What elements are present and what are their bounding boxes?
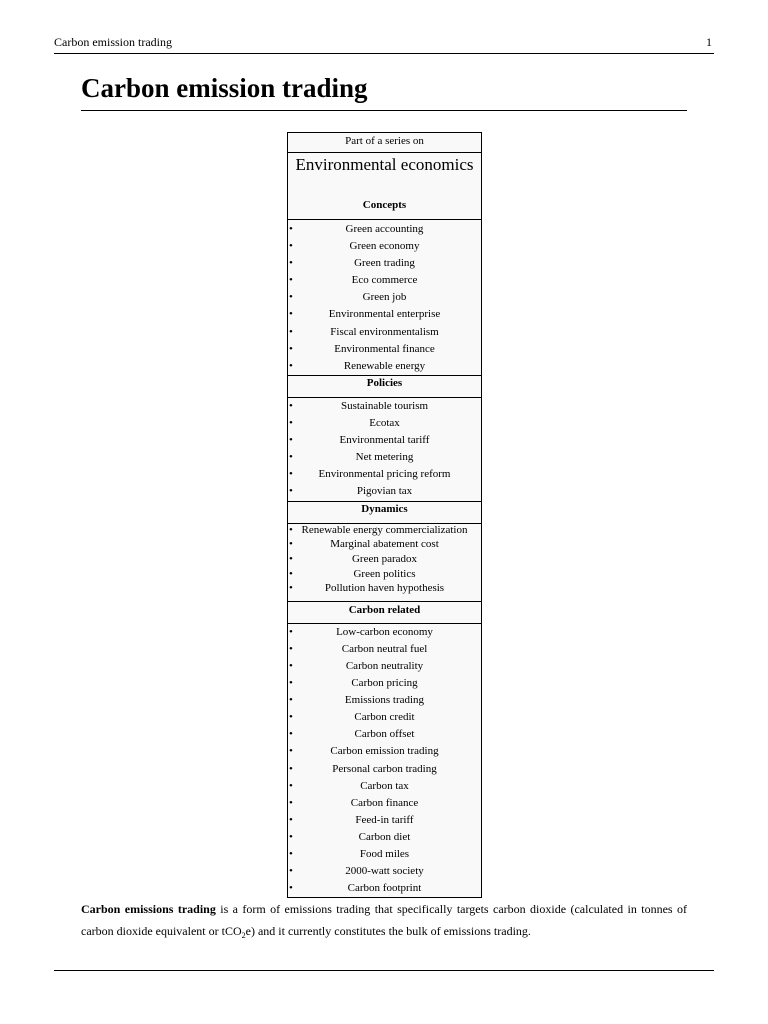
list-item-label[interactable]: Carbon pricing <box>351 677 418 690</box>
list-item[interactable] <box>288 306 481 323</box>
list-item-label[interactable]: Food miles <box>359 848 410 861</box>
list-item[interactable] <box>288 829 481 846</box>
bullet-icon: • <box>289 728 293 741</box>
list-item[interactable] <box>288 641 481 658</box>
bullet-icon: • <box>289 274 293 287</box>
bullet-icon: • <box>289 325 293 338</box>
list-item-label[interactable]: Renewable energy commercialization <box>301 523 468 536</box>
infobox-section-carbon-related <box>288 601 481 898</box>
bullet-icon: • <box>289 813 293 826</box>
list-item[interactable] <box>288 743 481 760</box>
list-item-label[interactable]: Environmental tariff <box>339 433 430 446</box>
section-list <box>288 398 481 501</box>
bullet-icon: • <box>289 416 293 429</box>
bullet-icon: • <box>289 882 293 895</box>
bullet-icon: • <box>289 467 293 480</box>
section-list <box>288 524 481 601</box>
bullet-icon: • <box>289 553 293 566</box>
bullet-icon: • <box>289 830 293 843</box>
list-item-label[interactable]: Carbon neutrality <box>345 660 424 672</box>
list-item-label[interactable]: Carbon diet <box>358 830 411 843</box>
list-item[interactable] <box>288 795 481 812</box>
list-item-label[interactable]: Green economy <box>349 240 420 253</box>
list-item[interactable] <box>288 324 481 341</box>
bullet-icon: • <box>289 779 293 792</box>
section-list <box>288 220 481 375</box>
list-item[interactable] <box>288 692 481 709</box>
title-divider <box>81 110 687 111</box>
bullet-icon: • <box>289 677 293 690</box>
section-heading: Concepts <box>288 197 481 220</box>
infobox-section-dynamics <box>288 501 481 601</box>
section-heading: Dynamics <box>288 501 481 524</box>
list-item[interactable] <box>288 778 481 795</box>
lead-subscript: 2 <box>241 931 246 940</box>
list-item-label[interactable]: Emissions trading <box>344 694 425 707</box>
list-item-label[interactable]: Feed-in tariff <box>355 813 414 826</box>
list-item[interactable] <box>288 880 481 897</box>
running-header <box>54 36 714 54</box>
list-item[interactable] <box>288 675 481 692</box>
bullet-icon: • <box>289 523 293 536</box>
list-item-label[interactable]: Environmental finance <box>334 342 435 355</box>
bullet-icon: • <box>289 848 293 861</box>
list-item[interactable] <box>288 538 481 553</box>
list-item-label[interactable]: Green accounting <box>345 223 424 235</box>
bullet-icon: • <box>289 567 293 580</box>
bullet-icon: • <box>289 257 293 270</box>
bullet-icon: • <box>289 399 293 412</box>
list-item-label[interactable]: Carbon emission trading <box>330 745 439 758</box>
list-item[interactable] <box>288 238 481 255</box>
list-item[interactable] <box>288 568 481 583</box>
list-item-label[interactable]: Pigovian tax <box>356 484 413 497</box>
lead-text-part1: is a form of emissions trading that specifically targets carbon dioxide (calculated in tonnes of carbon dioxide equivalent or tCO <box>81 902 687 938</box>
list-item-label[interactable]: Fiscal environmentalism <box>330 325 439 338</box>
bullet-icon: • <box>289 433 293 446</box>
list-item[interactable] <box>288 524 481 539</box>
section-list <box>288 624 481 898</box>
list-item-label[interactable]: Sustainable tourism <box>340 399 429 412</box>
bullet-icon: • <box>289 582 293 595</box>
list-item-label[interactable]: Carbon neutral fuel <box>341 642 428 655</box>
list-item[interactable] <box>288 624 481 641</box>
list-item-label[interactable]: Eco commerce <box>351 274 418 287</box>
list-item[interactable] <box>288 846 481 863</box>
lead-paragraph <box>81 898 687 942</box>
list-item[interactable] <box>288 221 481 238</box>
list-item-label[interactable]: Green paradox <box>351 553 418 566</box>
list-item[interactable] <box>288 582 481 597</box>
running-header-title: Carbon emission trading <box>54 35 172 49</box>
list-item-label[interactable]: Marginal abatement cost <box>330 538 439 551</box>
list-item-label[interactable]: Pollution haven hypothesis <box>324 582 445 595</box>
list-item[interactable] <box>288 863 481 880</box>
list-item[interactable] <box>288 255 481 272</box>
section-heading: Policies <box>288 375 481 398</box>
list-item-label[interactable]: Net metering <box>355 450 414 463</box>
bullet-icon: • <box>289 745 293 758</box>
list-item-label[interactable]: Environmental enterprise <box>328 308 441 321</box>
list-item[interactable] <box>288 761 481 778</box>
bullet-icon: • <box>289 762 293 775</box>
infobox-title[interactable]: Environmental economics <box>295 155 474 174</box>
bullet-icon: • <box>289 308 293 321</box>
bullet-icon: • <box>289 660 293 672</box>
list-item-label[interactable]: Green job <box>362 291 407 304</box>
bullet-icon: • <box>289 291 293 304</box>
list-item[interactable] <box>288 709 481 726</box>
bullet-icon: • <box>289 642 293 655</box>
bullet-icon: • <box>289 711 293 724</box>
list-item[interactable] <box>288 658 481 675</box>
list-item-label[interactable]: Carbon tax <box>360 779 409 792</box>
list-item[interactable] <box>288 358 481 375</box>
list-item[interactable] <box>288 399 481 416</box>
list-item-label[interactable]: Carbon finance <box>350 796 419 809</box>
page-number: 1 <box>706 35 712 49</box>
bullet-icon: • <box>289 359 293 372</box>
list-item-label[interactable]: 2000-watt society <box>345 865 424 878</box>
bullet-icon: • <box>289 796 293 809</box>
list-item[interactable] <box>288 484 481 501</box>
list-item-label[interactable]: Green trading <box>354 257 415 270</box>
list-item-label[interactable]: Carbon footprint <box>347 882 422 895</box>
list-item-label[interactable]: Low-carbon economy <box>336 625 433 638</box>
list-item[interactable] <box>288 450 481 467</box>
infobox-section-concepts <box>288 197 481 375</box>
bullet-icon: • <box>289 538 293 551</box>
section-heading: Carbon related <box>288 601 481 624</box>
bullet-icon: • <box>289 625 293 638</box>
bullet-icon: • <box>289 450 293 463</box>
list-item-label[interactable]: Environmental pricing reform <box>318 467 451 480</box>
bullet-icon: • <box>289 484 293 497</box>
bullet-icon: • <box>289 240 293 253</box>
list-item-label[interactable]: Ecotax <box>369 416 400 429</box>
list-item[interactable] <box>288 289 481 306</box>
list-item-label[interactable]: Renewable energy <box>343 359 426 372</box>
bullet-icon: • <box>289 342 293 355</box>
list-item-label[interactable]: Carbon offset <box>354 728 415 741</box>
lead-bold-term[interactable]: Carbon emissions trading <box>81 902 216 916</box>
list-item[interactable] <box>288 726 481 743</box>
bullet-icon: • <box>289 865 293 878</box>
bullet-icon: • <box>289 223 293 235</box>
series-infobox <box>287 132 482 898</box>
lead-text-part2: e) and it currently constitutes the bulk of emissions trading. <box>245 924 531 938</box>
infobox-section-policies <box>288 375 481 501</box>
list-item-label[interactable]: Personal carbon trading <box>332 762 437 775</box>
list-item-label[interactable]: Green politics <box>353 567 416 580</box>
list-item[interactable] <box>288 553 481 568</box>
list-item[interactable] <box>288 272 481 289</box>
list-item[interactable] <box>288 467 481 484</box>
article-title: Carbon emission trading <box>81 73 368 103</box>
footer-divider <box>54 970 714 971</box>
bullet-icon: • <box>289 694 293 707</box>
infobox-pretitle: Part of a series on <box>288 133 481 153</box>
list-item[interactable] <box>288 341 481 358</box>
list-item[interactable] <box>288 433 481 450</box>
list-item[interactable] <box>288 416 481 433</box>
list-item[interactable] <box>288 812 481 829</box>
list-item-label[interactable]: Carbon credit <box>354 711 415 724</box>
